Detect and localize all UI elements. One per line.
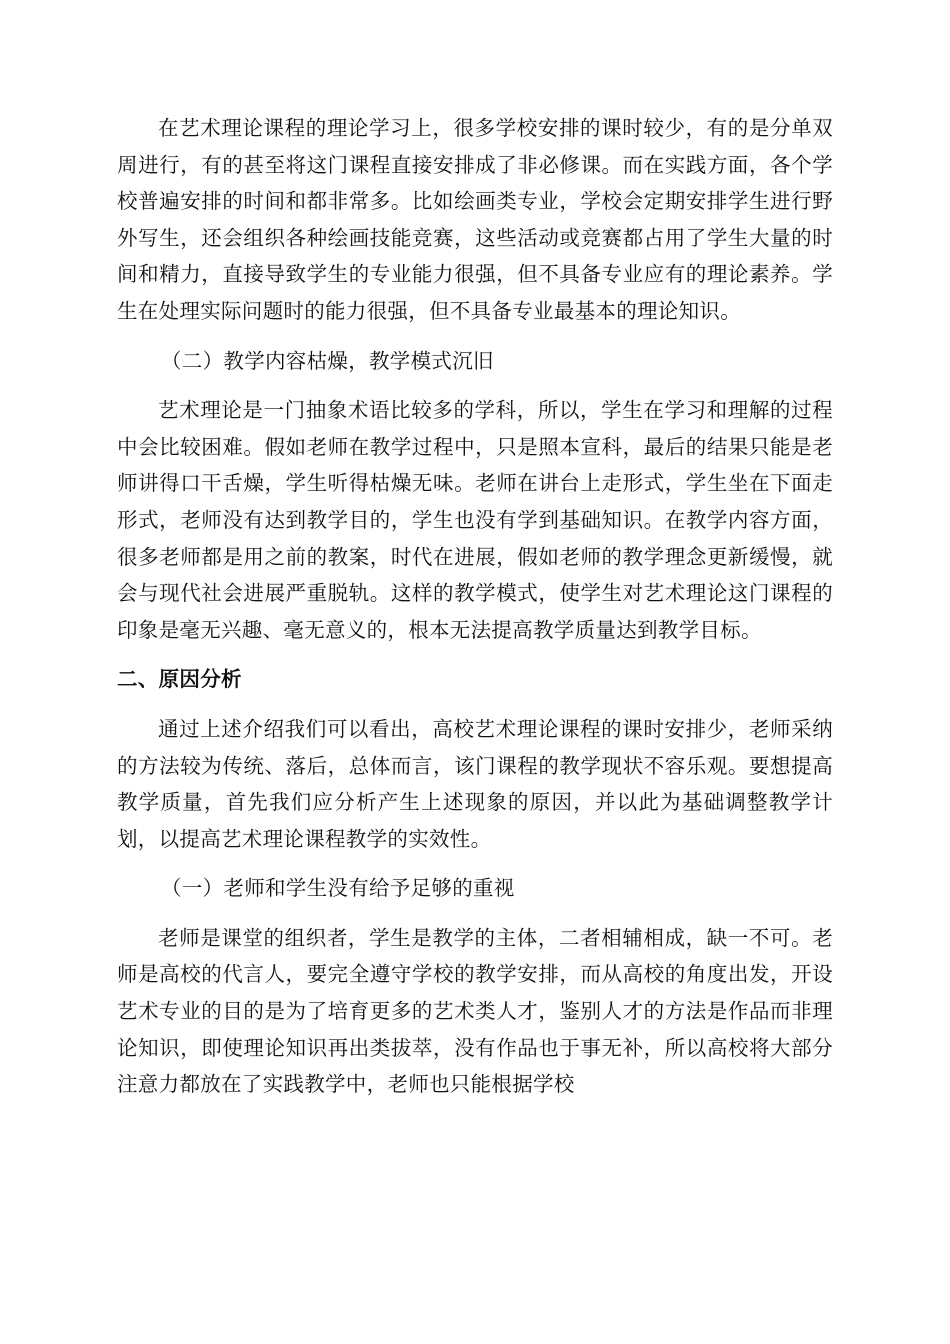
document-page: [117, 110, 833, 1103]
paragraph-2: 艺术理论是一门抽象术语比较多的学科，所以，学生在学习和理解的过程中会比较困难。假如老师在教学过程中，只是照本宣科，最后的结果只能是老师讲得口干舌燥，学生听得枯燥无味。老师在讲台上走形式，学生坐在下面走形式，老师没有达到教学目的，学生也没有学到基础知识。在教学内容方面，很多老师都是用之前的教案，时代在进展，假如老师的教学理念更新缓慢，就会与现代社会进展严重脱轨。这样的教学模式，使学生对艺术理论这门课程的印象是毫无兴趣、毫无意义的，根本无法提高教学质量达到教学目标。: [117, 398, 833, 642]
spacer: [117, 907, 833, 920]
spacer: [117, 857, 833, 870]
spacer: [117, 330, 833, 343]
section-heading-2: 二、原因分析: [117, 667, 242, 692]
paragraph-4: 老师是课堂的组织者，学生是教学的主体，二者相辅相成，缺一不可。老师是高校的代言人，要完全遵守学校的教学安排，而从高校的角度出发，开设艺术专业的目的是为了培育更多的艺术类人才，鉴别人才的方法是作品而非理论知识，即使理论知识再出类拔萃，没有作品也于事无补，所以高校将大部分注意力都放在了实践教学中，老师也只能根据学校: [117, 925, 833, 1097]
spacer: [117, 379, 833, 392]
subheading-1: （一）老师和学生没有给予足够的重视: [161, 876, 515, 901]
spacer: [117, 648, 833, 661]
subheading-2: （二）教学内容枯燥，教学模式沉旧: [161, 348, 494, 373]
spacer: [117, 698, 833, 711]
paragraph-3: 通过上述介绍我们可以看出，高校艺术理论课程的课时安排少，老师采纳的方法较为传统、落后，总体而言，该门课程的教学现状不容乐观。要想提高教学质量，首先我们应分析产生上述现象的原因，并以此为基础调整教学计划，以提高艺术理论课程教学的实效性。: [117, 716, 833, 851]
paragraph-1: 在艺术理论课程的理论学习上，很多学校安排的课时较少，有的是分单双周进行，有的甚至将这门课程直接安排成了非必修课。而在实践方面，各个学校普遍安排的时间和都非常多。比如绘画类专业，学校会定期安排学生进行野外写生，还会组织各种绘画技能竞赛，这些活动或竞赛都占用了学生大量的时间和精力，直接导致学生的专业能力很强，但不具备专业应有的理论素养。学生在处理实际问题时的能力很强，但不具备专业最基本的理论知识。: [117, 116, 833, 323]
